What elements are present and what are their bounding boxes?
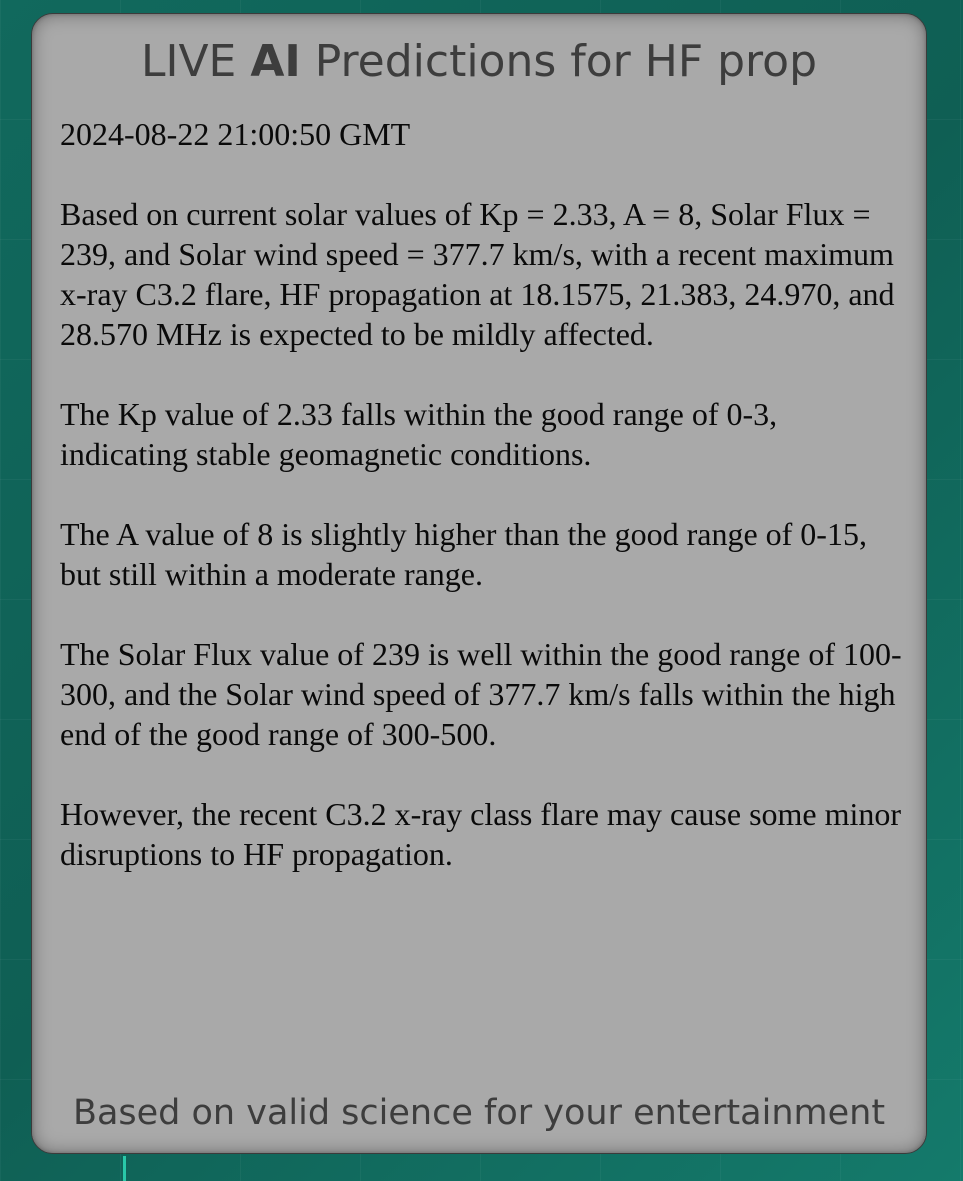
prediction-panel — [31, 13, 927, 1154]
a-index-analysis-paragraph: The A value of 8 is slightly higher than the good range of 0-15, but still within a moderate range. — [60, 516, 867, 592]
prediction-summary-paragraph: Based on current solar values of Kp = 2.33, A = 8, Solar Flux = 239, and Solar wind speed = 377.7 km/s, with a recent maximum x-ray C3.2 flare, HF propagation at 18.1575, 21.383, 24.970, and 28.570 MHz is expected to be mildly affected. — [60, 196, 895, 352]
prediction-content — [60, 114, 910, 914]
solar-flux-analysis-paragraph: The Solar Flux value of 239 is well within the good range of 100-300, and the Solar wind speed of 377.7 km/s falls within the high end of the good range of 300-500. — [60, 636, 902, 752]
title-suffix: Predictions for HF prop — [300, 36, 818, 87]
title-prefix: LIVE — [140, 36, 251, 87]
kp-analysis-paragraph: The Kp value of 2.33 falls within the good range of 0-3, indicating stable geomagnetic conditions. — [60, 396, 778, 472]
panel-title — [32, 34, 926, 90]
prediction-timestamp: 2024-08-22 21:00:50 GMT — [60, 116, 411, 152]
flare-analysis-paragraph: However, the recent C3.2 x-ray class flare may cause some minor disruptions to HF propagation. — [60, 796, 902, 872]
panel-footer: Based on valid science for your entertainment — [72, 1093, 886, 1133]
title-ai-highlight: AI — [250, 36, 301, 87]
background-grid-tick — [123, 1156, 126, 1181]
